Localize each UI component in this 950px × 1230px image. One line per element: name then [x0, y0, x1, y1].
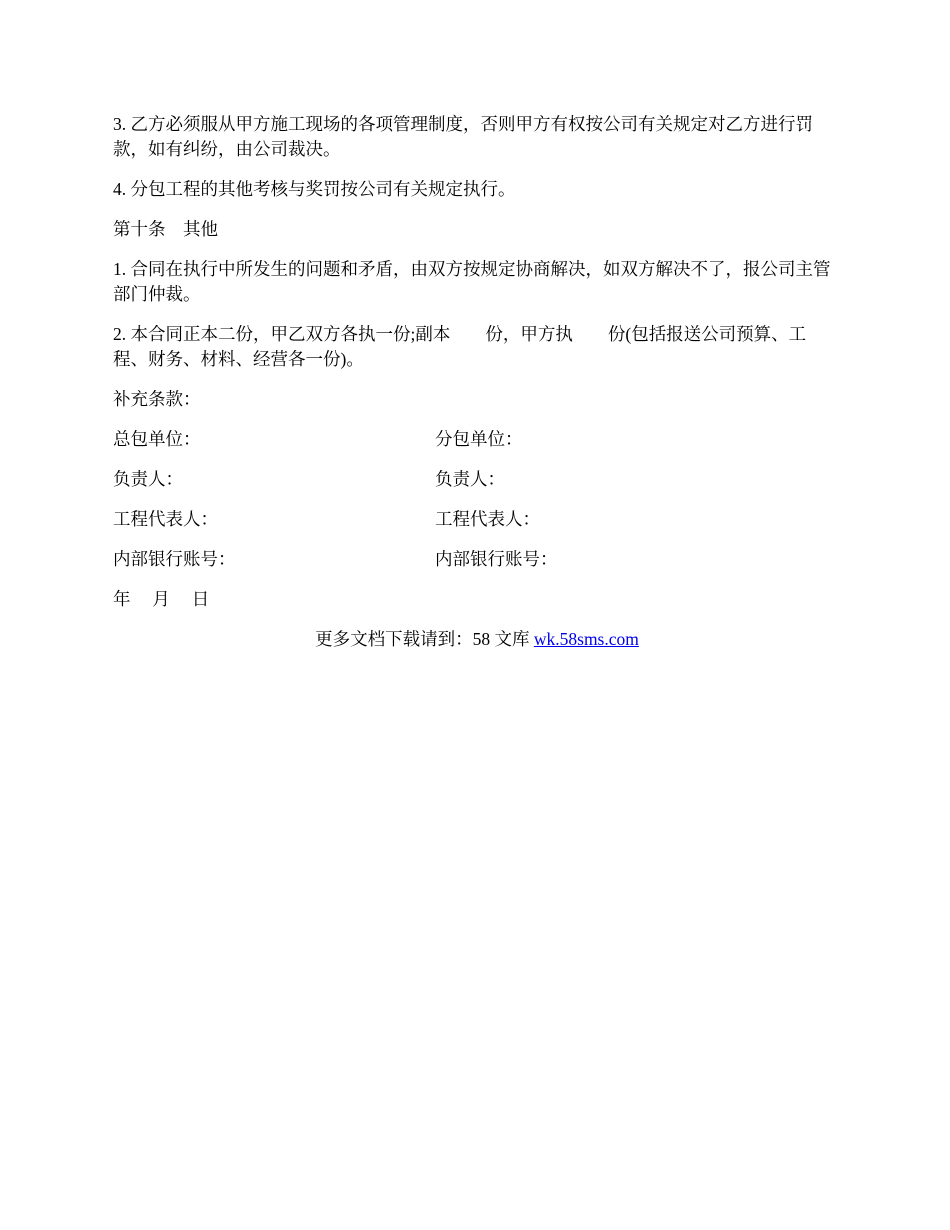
footer-text: 更多文档下载请到：58 文库	[315, 629, 534, 649]
paragraph-clause-3: 3. 乙方必须服从甲方施工现场的各项管理制度，否则甲方有权按公司有关规定对乙方进行罚款，如有纠纷，由公司裁决。	[113, 114, 813, 159]
signature-row-bank-account	[113, 547, 841, 572]
subcontractor-bank-account-label: 内部银行账号：	[435, 549, 558, 569]
footer-download-note	[113, 627, 841, 652]
supplementary-terms-label: 补充条款：	[113, 389, 201, 409]
signature-row-unit	[113, 427, 841, 452]
general-contractor-bank-account-label: 内部银行账号：	[113, 549, 236, 569]
paragraph-article-10-item-2: 2. 本合同正本二份，甲乙双方各执一份;副本 份，甲方执 份(包括报送公司预算、工程、财务、材料、经营各一份)。	[113, 324, 807, 369]
article-10-heading: 第十条 其他	[113, 219, 218, 239]
subcontractor-unit-label: 分包单位：	[435, 429, 523, 449]
document-body	[113, 112, 841, 652]
signature-row-representative	[113, 507, 841, 532]
footer-link[interactable]: wk.58sms.com	[533, 629, 639, 649]
signature-row-responsible	[113, 467, 841, 492]
subcontractor-representative-label: 工程代表人：	[435, 509, 540, 529]
paragraph-clause-4: 4. 分包工程的其他考核与奖罚按公司有关规定执行。	[113, 179, 516, 199]
paragraph-article-10-item-1: 1. 合同在执行中所发生的问题和矛盾，由双方按规定协商解决，如双方解决不了，报公司主管部门仲裁。	[113, 259, 831, 304]
general-contractor-unit-label: 总包单位：	[113, 429, 201, 449]
date-line: 年 月 日	[113, 589, 210, 609]
subcontractor-responsible-label: 负责人：	[435, 469, 505, 489]
general-contractor-representative-label: 工程代表人：	[113, 509, 218, 529]
general-contractor-responsible-label: 负责人：	[113, 469, 183, 489]
